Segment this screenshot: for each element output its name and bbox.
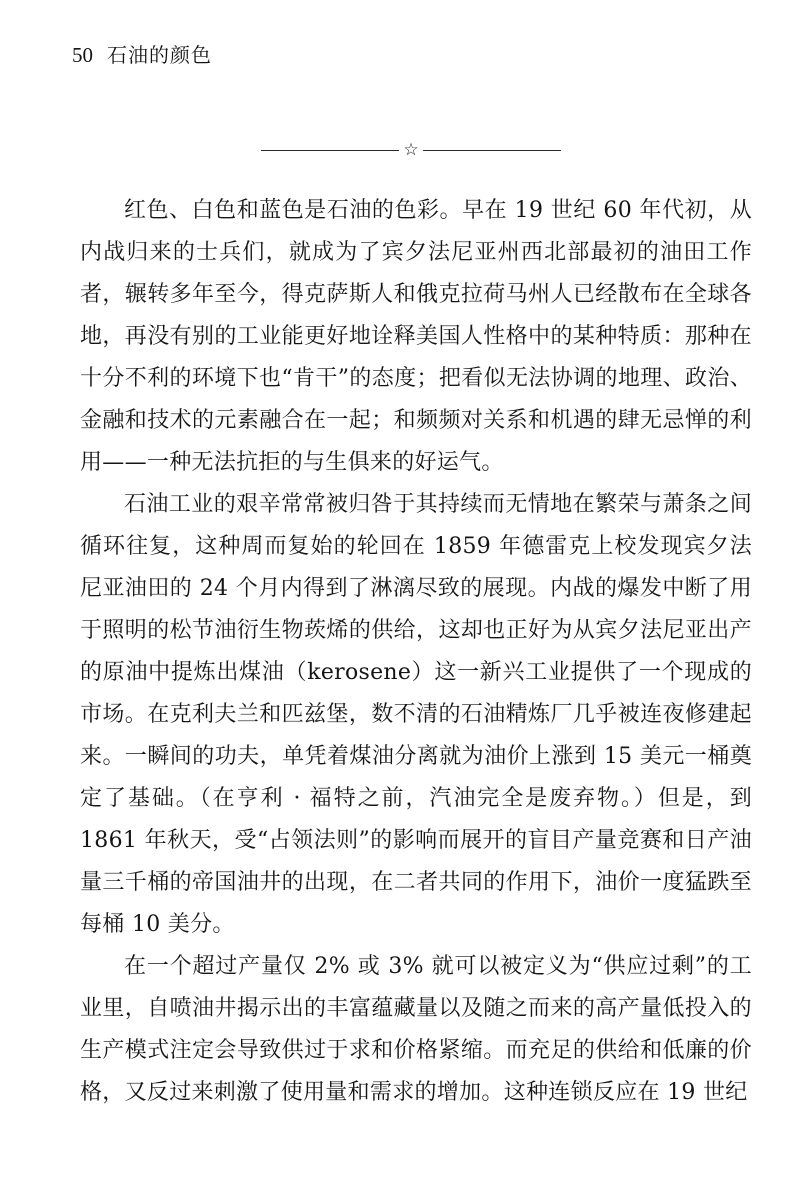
page-number: 50 <box>72 43 93 67</box>
body-text <box>80 190 752 1114</box>
star-icon: ☆ <box>403 140 419 160</box>
paragraph-2: 石油工业的艰辛常常被归咎于其持续而无情地在繁荣与萧条之间循环往复，这种周而复始的轮回在 1859 年德雷克上校发现宾夕法尼亚油田的 24 个月内得到了淋漓尽致的展现。内战的爆发中断了用于照明的松节油衍生物莰烯的供给，这却也正好为从宾夕法尼亚出产的原油中提炼出煤油（kerosene）这一新兴工业提供了一个现成的市场。在克利夫兰和匹兹堡，数不清的石油精炼厂几乎被连夜修建起来。一瞬间的功夫，单凭着煤油分离就为油价上涨到 15 美元一桶奠定了基础。（在亨利 · 福特之前，汽油完全是废弃物。）但是，到 1861 年秋天，受“占领法则”的影响而展开的盲目产量竞赛和日产油量三千桶的帝国油井的出现，在二者共同的作用下，油价一度猛跌至每桶 10 美分。 <box>80 492 752 937</box>
section-divider <box>261 138 561 162</box>
divider-line-right <box>423 150 561 151</box>
paragraph-3: 在一个超过产量仅 2% 或 3% 就可以被定义为“供应过剩”的工业里，自喷油井揭示出的丰富蕴藏量以及随之而来的高产量低投入的生产模式注定会导致供过于求和价格紧缩。而充足的供给和低廉的价格，又反过来刺激了使用量和需求的增加。这种连锁反应在 19 世纪 <box>80 954 752 1105</box>
page-header <box>72 40 212 70</box>
running-title: 石油的颜色 <box>107 43 212 67</box>
paragraph-1: 红色、白色和蓝色是石油的色彩。早在 19 世纪 60 年代初，从内战归来的士兵们，就成为了宾夕法尼亚州西北部最初的油田工作者，辗转多年至今，得克萨斯人和俄克拉荷马州人已经散布在全球各地，再没有别的工业能更好地诠释美国人性格中的某种特质：那种在十分不利的环境下也“肯干”的态度；把看似无法协调的地理、政治、金融和技术的元素融合在一起；和频频对关系和机遇的肆无忌惮的利用——一种无法抗拒的与生俱来的好运气。 <box>80 198 752 475</box>
divider-line-left <box>261 150 399 151</box>
